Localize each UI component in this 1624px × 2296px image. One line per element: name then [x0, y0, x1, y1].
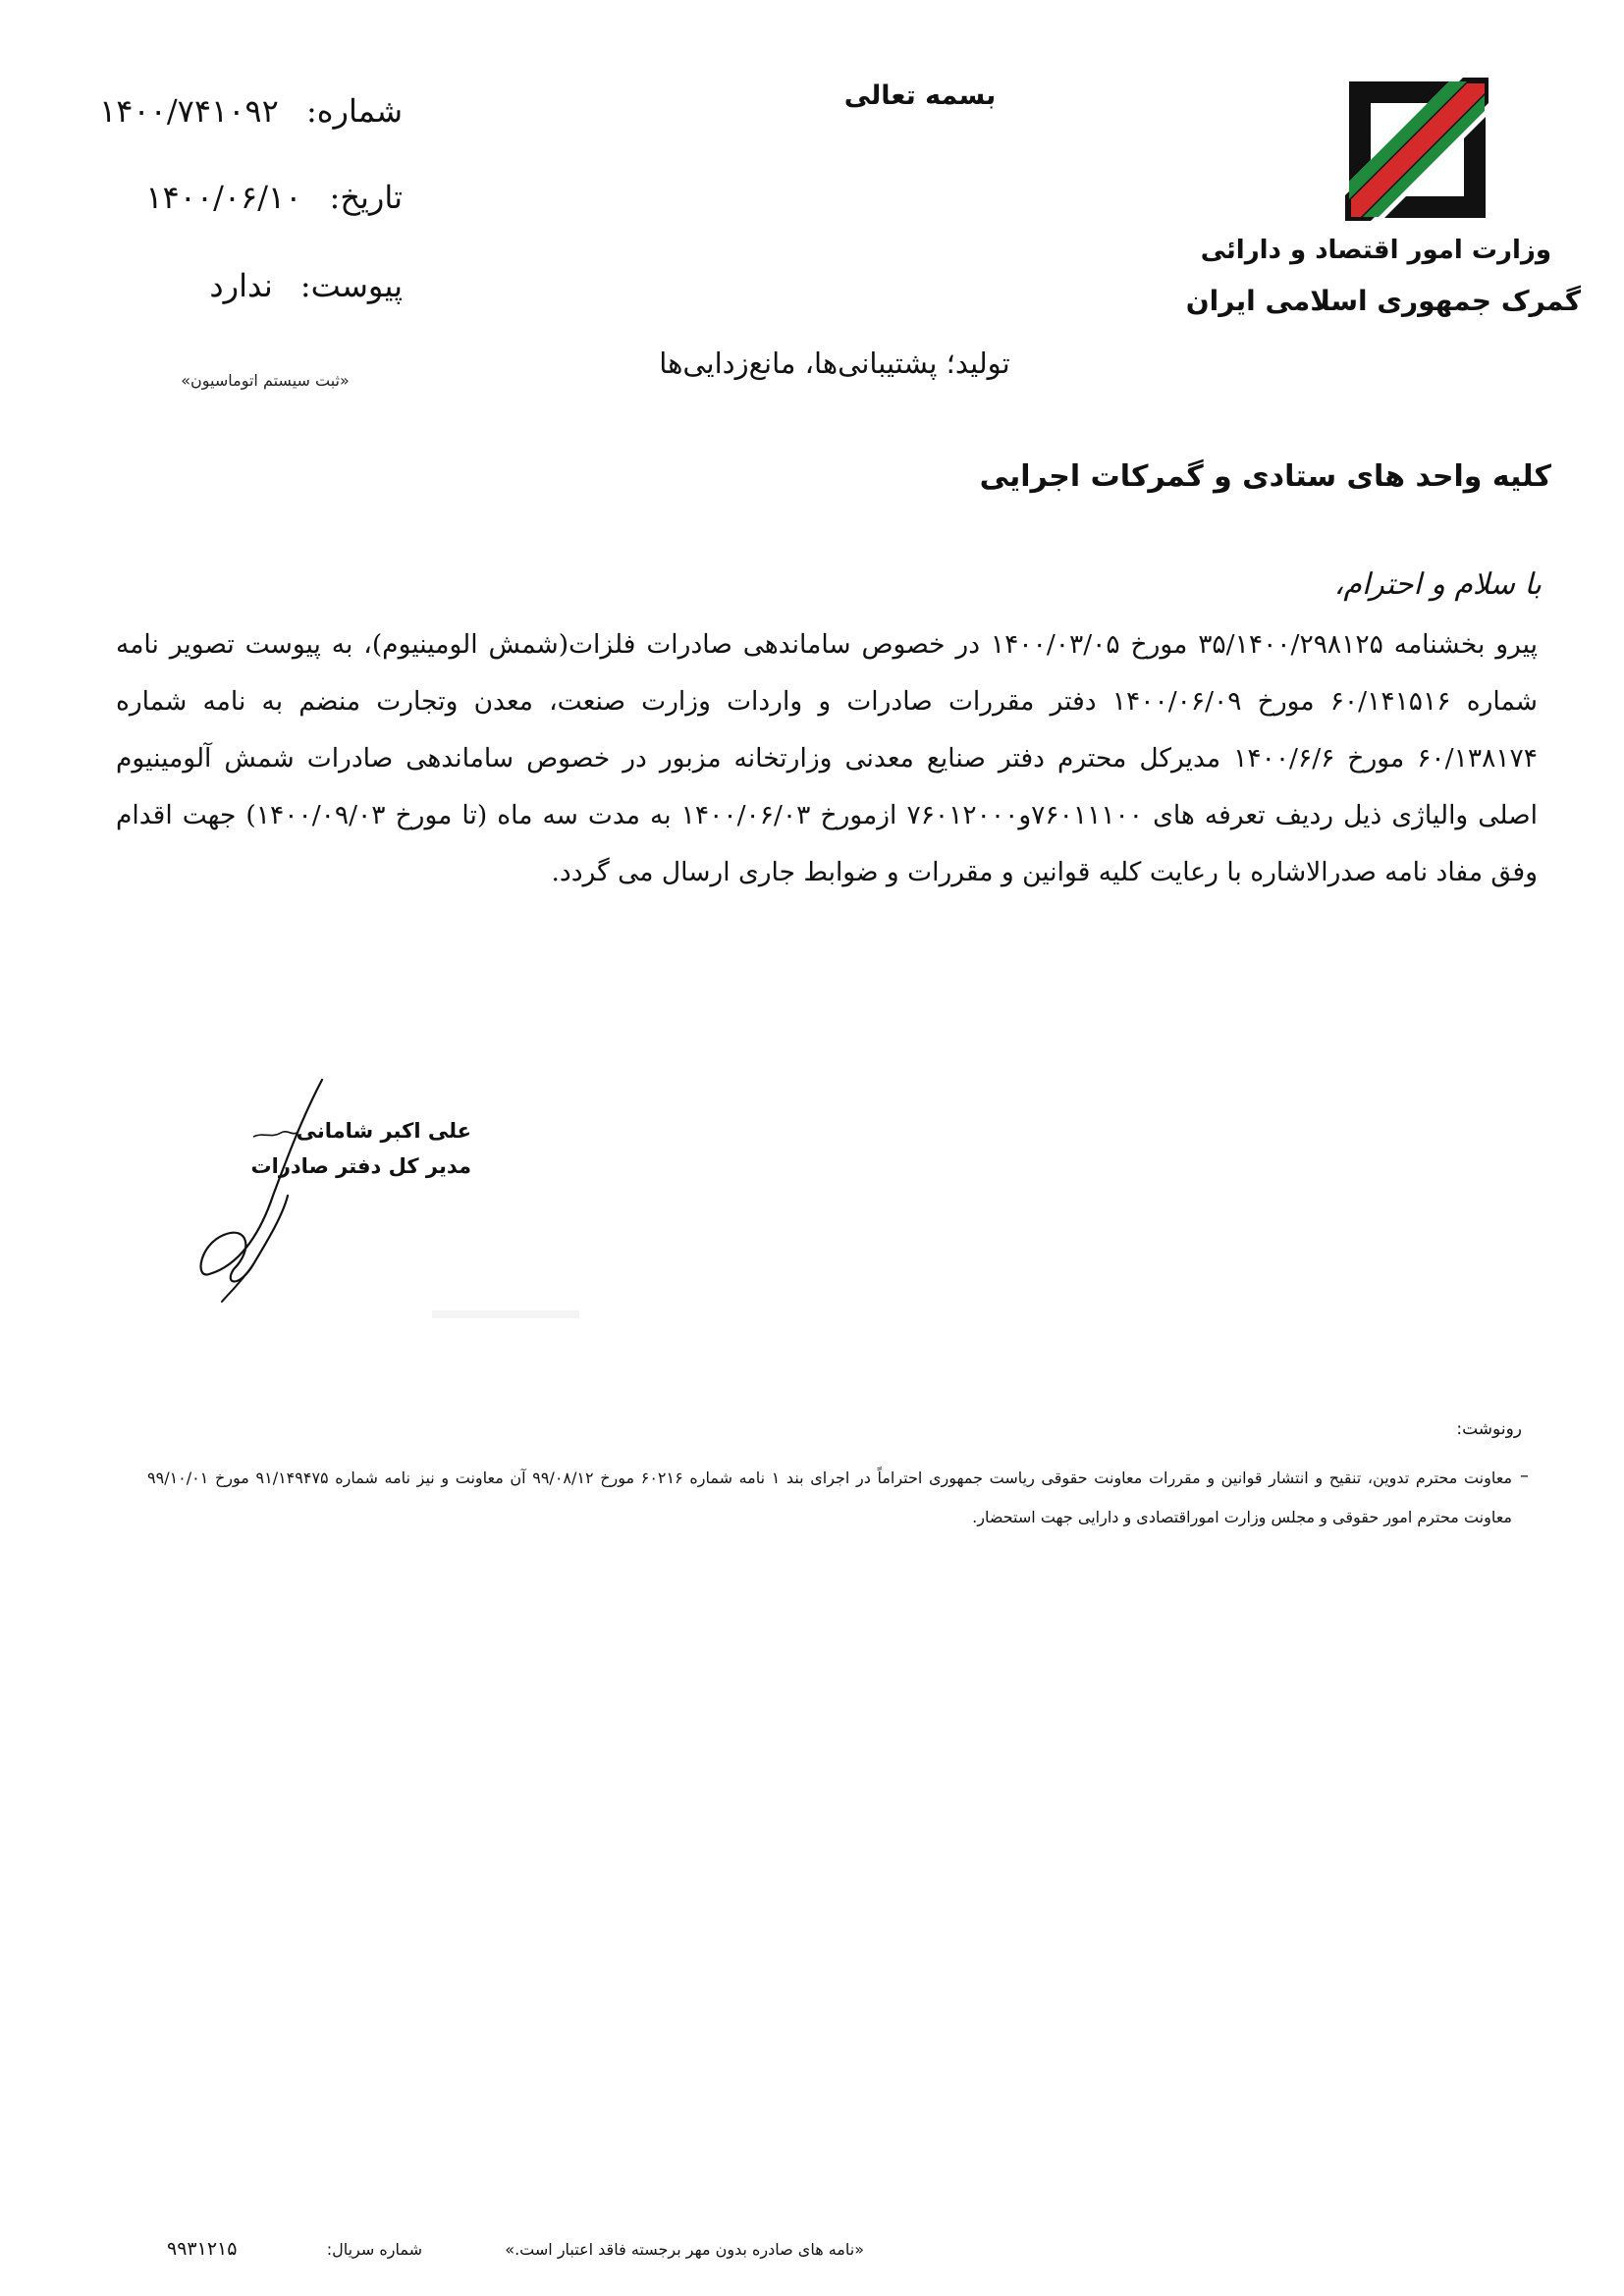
slogan-subject: تولید؛ پشتیبانی‌ها، مانع‌زدایی‌ها [659, 347, 1010, 380]
automation-note: «ثبت سیستم اتوماسیون» [181, 371, 350, 390]
letter-date-row [69, 179, 403, 216]
letter-number-label: شماره: [305, 92, 403, 130]
cc-bullet: – [1520, 1466, 1529, 1486]
attachment-value: ندارد [209, 267, 273, 304]
signer-name: علی اکبر شامانی [296, 1119, 471, 1143]
ministry-name: وزارت امور اقتصاد و دارائی [1200, 236, 1551, 265]
greeting: با سلام و احترام، [1333, 567, 1542, 602]
letter-date-label: تاریخ: [329, 179, 403, 216]
letter-date-value: ۱۴۰۰/۰۶/۱۰ [145, 179, 302, 216]
signer-title: مدیر کل دفتر صادرات [250, 1154, 471, 1178]
bismillah-heading: بسمه تعالی [843, 80, 997, 111]
customs-logo-icon [1341, 74, 1493, 226]
letter-body: پیرو بخشنامه ۳۵/۱۴۰۰/۲۹۸۱۲۵ مورخ ۱۴۰۰/۰۳/۰۵ در خصوص ساماندهی صادرات فلزات(شمش الومینیوم)، به پیوست تصویر نامه شماره ۶۰/۱۴۱۵۱۶ مورخ ۱۴۰۰/۰۶/۰۹ دفتر مقررات صادرات و واردات وزارت صنعت، معدن وتجارت منضم به نامه شماره ۶۰/۱۳۸۱۷۴ مورخ ۱۴۰۰/۶/۶ مدیرکل محترم دفتر صنایع معدنی وزارتخانه مزبور در خصوص ساماندهی صادرات شمش آلومینیوم اصلی والیاژی ذیل ردیف تعرفه های ۷۶۰۱۱۱۰۰و۷۶۰۱۲۰۰۰ ازمورخ ۱۴۰۰/۰۶/۰۳ به مدت سه ماه (تا مورخ ۱۴۰۰/۰۹/۰۳) جهت اقدام وفق مفاد نامه صدرالاشاره با رعایت کلیه قوانین و مقررات و ضوابط جاری ارسال می گردد. [116, 629, 1539, 887]
recipient: کلیه واحد های ستادی و گمرکات اجرایی [979, 459, 1551, 494]
serial-number-label: شماره سریال: [326, 2240, 422, 2259]
serial-number-value: ۹۹۳۱۲۱۵ [167, 2238, 238, 2260]
faint-stamp-trace [432, 1310, 579, 1318]
signature-scribble [194, 1078, 352, 1304]
letter-number-row [69, 92, 403, 130]
validity-note: «نامه های صادره بدون مهر برجسته فاقد اعتبار است.» [505, 2240, 864, 2259]
letter-number-value: ۱۴۰۰/۷۴۱۰۹۲ [99, 92, 279, 130]
cc-label: رونوشت: [1456, 1419, 1522, 1439]
attachment-label: پیوست: [299, 267, 403, 304]
attachment-row [69, 267, 403, 304]
customs-name: گمرک جمهوری اسلامی ایران [1185, 285, 1581, 317]
cc-recipient-text: معاونت محترم تدوین، تنقیح و انتشار قوانین و مقررات معاونت حقوقی ریاست جمهوری احتراماً در اجرای بند ۱ نامه شماره ۶۰۲۱۶ مورخ ۹۹/۰۸/۱۲ آن معاونت و نیز نامه شماره ۹۱/۱۴۹۴۷۵ مورخ ۹۹/۱۰/۰۱ معاونت محترم امور حقوقی و مجلس وزارت اموراقتصادی و دارایی جهت استحضار. [147, 1468, 1513, 1526]
